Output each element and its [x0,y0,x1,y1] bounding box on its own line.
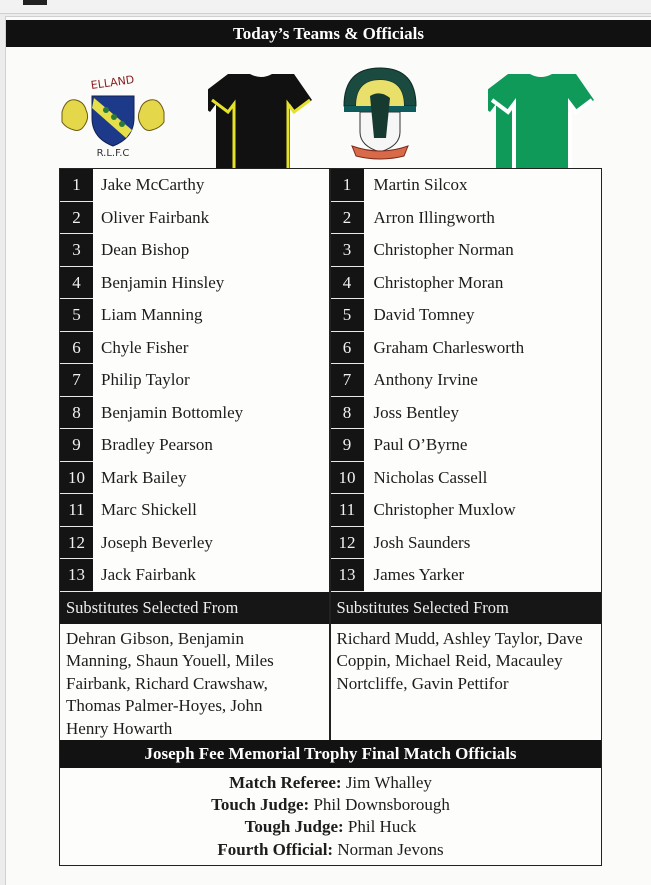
shirt-number: 5 [60,299,93,332]
shirt-number: 1 [60,169,93,202]
home-player-row [60,527,329,560]
away-subs-list: Richard Mudd, Ashley Taylor, Dave Coppin, Michael Reid, Macauley Nortcliffe, Gavin Pettifor [336,628,583,693]
home-player-row [60,397,329,430]
away-player-list [331,169,602,592]
player-name: Christopher Norman [373,240,514,259]
shirt-number: 12 [60,527,93,560]
away-player-row [331,364,602,397]
away-team-column [331,169,602,740]
player-name: Arron Illingworth [373,207,495,227]
shirt-number: 7 [331,364,364,397]
away-player-row [331,202,602,235]
svg-text:ELLAND: ELLAND [89,73,136,93]
player-name: Christopher Muxlow [373,500,516,519]
shirt-number: 4 [60,267,93,300]
home-player-row [60,299,329,332]
shirt-number: 3 [331,234,364,267]
home-player-row [60,429,329,462]
top-tab-marker [23,0,47,5]
player-name: Benjamin Hinsley [101,272,225,292]
officials-heading: Joseph Fee Memorial Trophy Final Match Officials [60,740,601,768]
home-player-list [60,169,329,592]
home-player-row [60,494,329,527]
official-name: Jim Whalley [345,772,432,792]
away-subs-heading: Substitutes Selected From [331,592,602,624]
home-player-row [60,332,329,365]
away-player-row [331,267,602,300]
shirt-number: 8 [331,397,364,430]
official-row [60,794,601,816]
away-player-row [331,397,602,430]
shirt-number: 2 [60,202,93,235]
player-name: Bradley Pearson [101,435,213,454]
player-name: Joss Bentley [373,402,459,422]
player-name: Benjamin Bottomley [101,402,244,422]
official-role: Match Referee: [229,772,342,792]
away-player-row [331,234,602,267]
shirt-number: 13 [60,559,93,592]
away-player-row [331,527,602,560]
official-name: Phil Huck [347,817,417,837]
away-player-row [331,494,602,527]
shirt-number: 2 [331,202,364,235]
player-name: Christopher Moran [373,272,504,292]
shirt-number: 6 [331,332,364,365]
player-name: James Yarker [373,565,465,584]
player-name: Paul O’Byrne [373,435,468,454]
page-title: Today’s Teams & Officials [6,20,651,47]
player-name: Joseph Beverley [101,532,213,552]
official-name: Phil Downsborough [313,794,450,814]
home-player-row [60,364,329,397]
player-name: Anthony Irvine [373,370,478,389]
away-player-row [331,462,602,495]
home-player-row [60,234,329,267]
emerald-irish-crest-icon [340,62,420,162]
home-team-column [60,169,331,740]
shirt-number: 10 [331,462,364,495]
away-player-row [331,559,602,592]
shirt-number: 7 [60,364,93,397]
top-strip [0,0,651,14]
player-name: Josh Saunders [373,532,471,552]
official-row [60,839,601,861]
player-name: Chyle Fisher [101,337,189,357]
shirt-number: 3 [60,234,93,267]
shirt-number: 9 [331,429,364,462]
official-row [60,816,601,838]
official-role: Touch Judge: [211,794,310,814]
player-name: Philip Taylor [101,370,190,389]
player-name: Jack Fairbank [101,565,196,584]
away-player-row [331,332,602,365]
teams-table [59,168,602,866]
shirt-number: 1 [331,169,364,202]
player-name: Mark Bailey [101,467,187,487]
player-name: David Tomney [373,305,475,324]
away-player-row [331,429,602,462]
player-name: Nicholas Cassell [373,467,488,487]
home-player-row [60,559,329,592]
home-player-row [60,267,329,300]
shirt-number: 4 [331,267,364,300]
shirt-number: 10 [60,462,93,495]
official-name: Norman Jevons [337,839,444,859]
home-subs-list: Dehran Gibson, Benjamin Manning, Shaun Youell, Miles Fairbank, Richard Crawshaw, Thomas Palmer-Hoyes, John Henry Howarth [66,628,274,738]
player-name: Liam Manning [101,305,203,324]
official-role: Tough Judge: [244,817,344,837]
logo-row [0,50,651,160]
shirt-number: 6 [60,332,93,365]
shirt-number: 12 [331,527,364,560]
shirt-number: 13 [331,559,364,592]
shirt-number: 5 [331,299,364,332]
home-subs-heading: Substitutes Selected From [60,592,329,624]
away-player-row [331,299,602,332]
player-name: Martin Silcox [373,175,468,194]
official-role: Fourth Official: [217,839,334,859]
away-player-row [331,169,602,202]
shirt-number: 11 [60,494,93,527]
home-player-row [60,202,329,235]
shirt-number: 8 [60,397,93,430]
elland-rlfc-crest-icon [58,72,168,158]
home-player-row [60,169,329,202]
player-name: Oliver Fairbank [101,207,210,227]
shirt-number: 11 [331,494,364,527]
svg-text:R.L.F.C: R.L.F.C [96,148,130,158]
player-name: Dean Bishop [101,240,190,259]
shirt-number: 9 [60,429,93,462]
player-name: Jake McCarthy [101,175,205,194]
player-name: Marc Shickell [101,500,197,519]
home-player-row [60,462,329,495]
player-name: Graham Charlesworth [373,337,525,357]
official-row [60,772,601,794]
officials-list [60,768,601,866]
